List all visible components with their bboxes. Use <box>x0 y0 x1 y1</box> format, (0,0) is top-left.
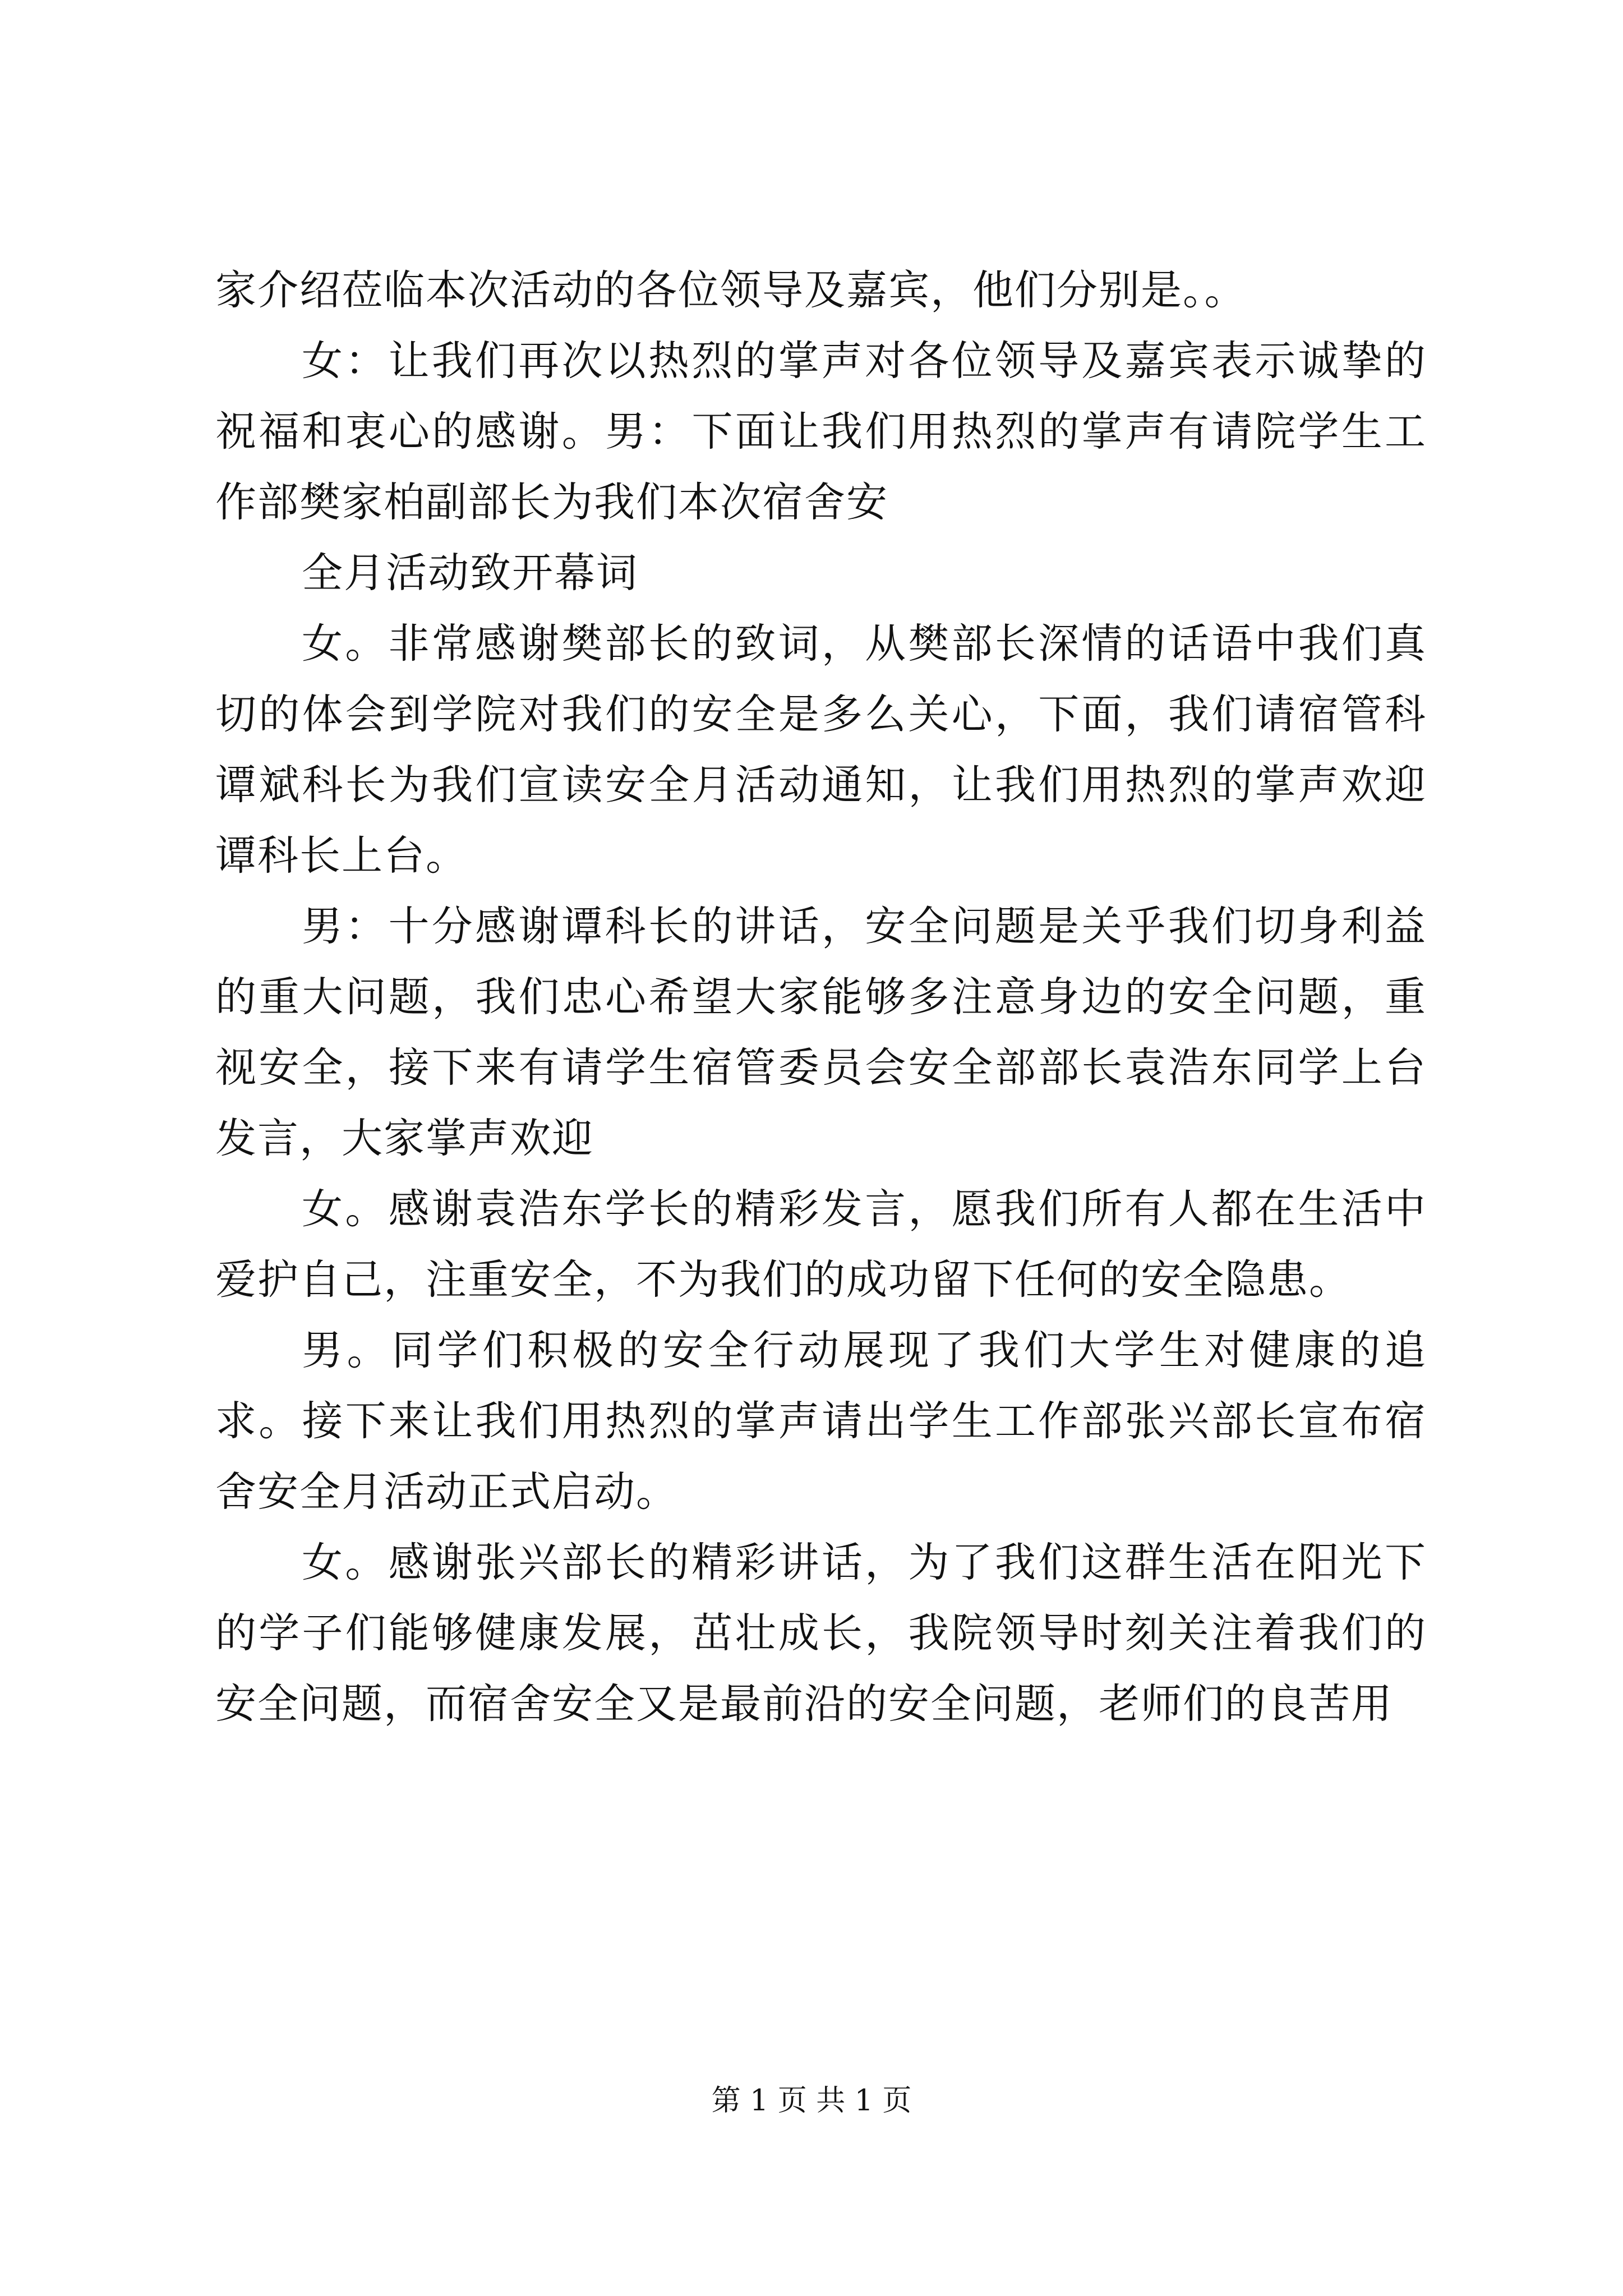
paragraph-male-host-zhang: 男。同学们积极的安全行动展现了我们大学生对健康的追求。接下来让我们用热烈的掌声请出学生工作部张兴部长宣布宿舍安全月活动正式启动。 <box>215 1327 1427 1516</box>
document-body <box>215 255 1427 1740</box>
paragraph-female-host-tan: 女。非常感谢樊部长的致词，从樊部长深情的话语中我们真切的体会到学院对我们的安全是多么关心，下面，我们请宿管科谭斌科长为我们宣读安全月活动通知，让我们用热烈的掌声欢迎谭科长上台。 <box>215 620 1427 880</box>
paragraph-female-host-thanks: 女：让我们再次以热烈的掌声对各位领导及嘉宾表示诚挚的祝福和衷心的感谢。男：下面让我们用热烈的掌声有请院学生工作部樊家柏副部长为我们本次宿舍安 <box>215 337 1427 526</box>
page-footer: 第 1 页 共 1 页 <box>711 2084 912 2118</box>
paragraph-opening-speech: 全月活动致开幕词 <box>302 549 638 597</box>
paragraph-female-host-safety: 女。感谢袁浩东学长的精彩发言，愿我们所有人都在生活中爱护自己，注重安全，不为我们的成功留下任何的安全隐患。 <box>215 1185 1427 1304</box>
paragraph-female-host-closing: 女。感谢张兴部长的精彩讲话，为了我们这群生活在阳光下的学子们能够健康发展，茁壮成长，我院领导时刻关注着我们的安全问题，而宿舍安全又是最前沿的安全问题，老师们的良苦用 <box>215 1539 1427 1728</box>
paragraph-continuation: 家介绍莅临本次活动的各位领导及嘉宾，他们分别是。。 <box>215 266 1247 314</box>
paragraph-male-host-yuan: 男：十分感谢谭科长的讲话，安全问题是关乎我们切身利益的重大问题，我们忠心希望大家能够多注意身边的安全问题，重视安全，接下来有请学生宿管委员会安全部部长袁浩东同学上台发言，大家掌声欢迎 <box>215 903 1427 1162</box>
